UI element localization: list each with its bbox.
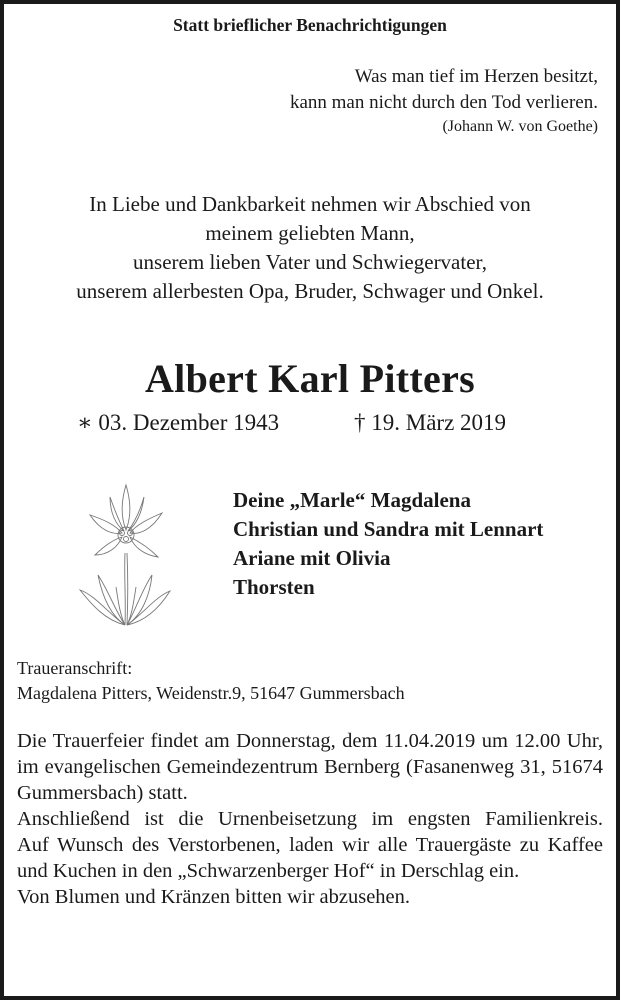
deceased-name: Albert Karl Pitters <box>144 356 476 401</box>
header-title: Statt brieflicher Benachrichtigungen <box>173 15 447 35</box>
edelweiss-icon <box>70 475 180 635</box>
notice-paragraph: Auf Wunsch des Verstorbenen, laden wir alle Trauergäste zu Kaffee und Kuchen in den „Schwarzenberger Hof“ in Derschlag ein. <box>17 834 603 882</box>
notice-paragraph: Anschließend ist die Urnenbeisetzung im engsten Familienkreis. <box>17 808 603 830</box>
address-line: Magdalena Pitters, Weidenstr.9, 51647 Gummersbach <box>17 683 405 703</box>
intro-line: In Liebe und Dankbarkeit nehmen wir Abschied von <box>89 192 531 216</box>
quote-line-1: Was man tief im Herzen besitzt, <box>354 66 598 87</box>
quote-block <box>178 64 598 138</box>
family-list <box>233 486 543 602</box>
life-dates <box>0 410 620 444</box>
quote-line-2: kann man nicht durch den Tod verlieren. <box>289 92 598 113</box>
address-label: Traueranschrift: <box>17 658 133 678</box>
notice-paragraph: Die Trauerfeier findet am Donnerstag, dem 11.04.2019 um 12.00 Uhr, im evangelischen Gemeindezentrum Bernberg (Fasanenweg 31, 51674 Gummersbach) statt. <box>17 730 603 804</box>
family-member: Thorsten <box>233 575 315 599</box>
intro-text <box>0 190 620 306</box>
intro-line: unserem allerbesten Opa, Bruder, Schwager und Onkel. <box>76 279 544 303</box>
death-date: † 19. März 2019 <box>354 410 507 435</box>
family-member: Ariane mit Olivia <box>233 546 391 570</box>
intro-line: unserem lieben Vater und Schwiegervater, <box>133 250 487 274</box>
family-member: Christian und Sandra mit Lennart <box>233 517 544 541</box>
address-block <box>17 656 405 706</box>
quote-source: (Johann W. von Goethe) <box>442 118 598 135</box>
intro-line: meinem geliebten Mann, <box>205 221 415 245</box>
notice-paragraph: Von Blumen und Kränzen bitten wir abzusehen. <box>17 886 411 908</box>
birth-date: ∗ 03. Dezember 1943 <box>77 410 280 435</box>
family-member: Deine „Marle“ Magdalena <box>233 488 471 512</box>
notice-text <box>17 728 603 910</box>
